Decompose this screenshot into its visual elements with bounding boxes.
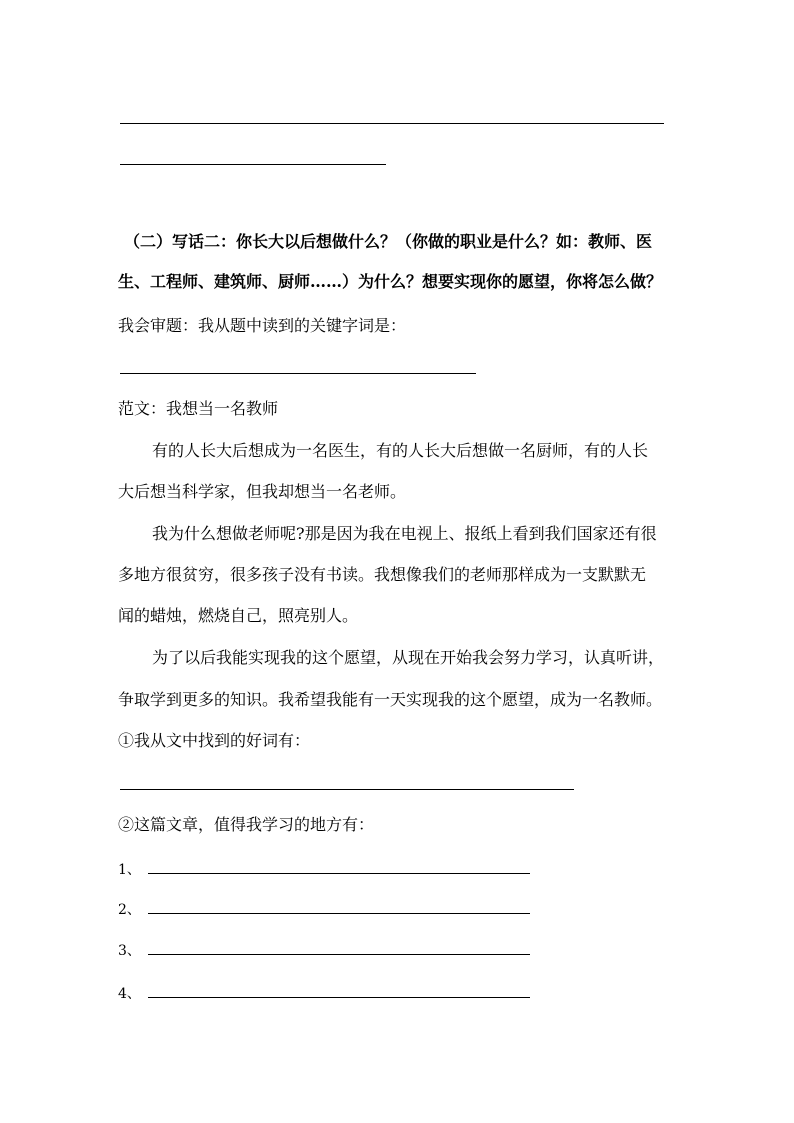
essay-p2-line2: 多地方很贫穷，很多孩子没有书读。我想像我们的老师那样成为一支默默无 (118, 565, 647, 584)
essay-p1-line1: 有的人长大后想成为一名医生，有的人长大后想做一名厨师，有的人长 (152, 441, 649, 460)
section-title-line2: 生、工程师、建筑师、厨师……）为什么？想要实现你的愿望，你将怎么做？ (118, 272, 663, 291)
numbered-item-2: 2、 (118, 902, 141, 918)
review-prompt: 我会审题：我从题中读到的关键字词是： (118, 316, 407, 335)
numbered-item-4: 4、 (118, 986, 141, 1002)
answer-blank-top-1[interactable] (120, 123, 664, 124)
question-worth-learning: ②这篇文章，值得我学习的地方有： (118, 815, 375, 834)
essay-p2-line3: 闻的蜡烛，燃烧自己，照亮别人。 (118, 606, 359, 625)
essay-title: 范文：我想当一名教师 (118, 399, 279, 418)
numbered-blank-4[interactable] (148, 997, 530, 998)
section-title-line1: （二）写话二：你长大以后想做什么？（你做的职业是什么？如：教师、医 (124, 232, 653, 251)
answer-blank-top-2[interactable] (120, 164, 386, 165)
numbered-blank-1[interactable] (148, 873, 530, 874)
question-good-words: ①我从文中找到的好词有： (118, 731, 311, 750)
numbered-item-3: 3、 (118, 943, 141, 959)
essay-p1-line2: 大后想当科学家，但我却想当一名老师。 (118, 482, 407, 501)
essay-p2-line1: 我为什么想做老师呢?那是因为我在电视上、报纸上看到我们国家还有很 (152, 524, 657, 543)
keyword-answer-blank[interactable] (120, 373, 476, 374)
numbered-blank-2[interactable] (148, 913, 530, 914)
essay-p3-line2: 争取学到更多的知识。我希望我能有一天实现我的这个愿望，成为一名教师。 (118, 690, 663, 709)
essay-p3-line1: 为了以后我能实现我的这个愿望，从现在开始我会努力学习，认真听讲， (152, 648, 665, 667)
good-words-answer-blank[interactable] (120, 789, 574, 790)
numbered-item-1: 1、 (118, 862, 141, 878)
numbered-blank-3[interactable] (148, 954, 530, 955)
